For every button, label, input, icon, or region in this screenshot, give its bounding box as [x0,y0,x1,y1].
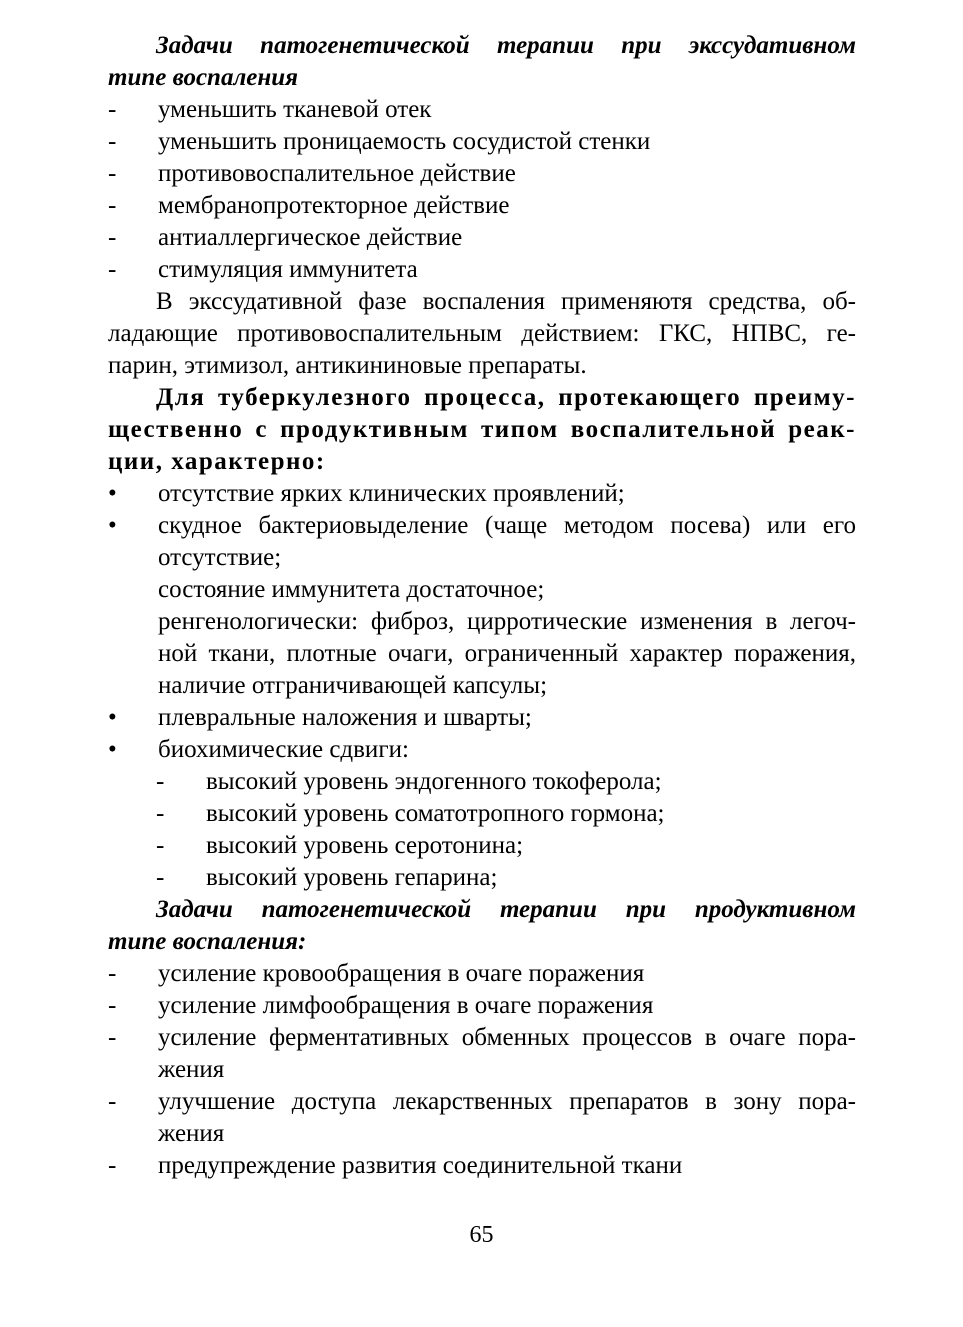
page-number: 65 [469,1222,494,1248]
page-content [108,30,856,1182]
sub-list-item: - высокий уровень серотонина; [156,832,524,859]
list-item: - противовоспалительное действие [108,160,516,187]
list-item: - предупреждение развития соединительной ткани [108,1152,683,1179]
list-item: - антиаллергическое действие [108,224,463,251]
section-heading: Задачи патогенетической терапии при продуктивном [156,896,856,923]
list-item: - стимуляция иммунитета [108,256,418,283]
section-heading: типе воспаления: [108,928,307,955]
paragraph: парин, этимизол, антикининовые препараты. [108,352,587,379]
list-item: - усиление лимфообращения в очаге поражения [108,992,654,1019]
list-item: - усиление ферментативных обменных процессов в очаге пора- [108,1024,856,1051]
section-heading: ции, характерно: [108,448,326,475]
list-item: - улучшение доступа лекарственных препаратов в зону пора- [108,1088,856,1115]
bullet-item: • биохимические сдвиги: [108,736,409,763]
list-item: состояние иммунитета достаточное; [158,576,545,603]
section-heading: Для туберкулезного процесса, протекающего преиму- [156,384,856,411]
paragraph: ладающие противовоспалительным действием: ГКС, НПВС, ге- [108,320,856,347]
list-item-continuation: ной ткани, плотные очаги, ограниченный характер поражения, [158,640,856,667]
sub-list-item: - высокий уровень гепарина; [156,864,498,891]
sub-list-item: - высокий уровень соматотропного гормона; [156,800,665,827]
bullet-item: • плевральные наложения и шварты; [108,704,532,731]
list-item: - уменьшить проницаемость сосудистой стенки [108,128,651,155]
list-item-continuation: наличие отграничивающей капсулы; [158,672,548,699]
list-item: ренгенологически: фиброз, цирротические изменения в легоч- [158,608,856,635]
list-item: - уменьшить тканевой отек [108,96,432,123]
list-item: - мембранопротекторное действие [108,192,510,219]
section-heading: типе воспаления [108,64,299,91]
sub-list-item: - высокий уровень эндогенного токоферола; [156,768,662,795]
bullet-item: • отсутствие ярких клинических проявлений; [108,480,625,507]
list-item-continuation: жения [158,1056,225,1083]
section-heading: щественно с продуктивным типом воспалительной реак- [108,416,856,443]
paragraph: В экссудативной фазе воспаления применяютя средства, об- [156,288,856,315]
bullet-item-continuation: отсутствие; [158,544,282,571]
bullet-item: • скудное бактериовыделение (чаще методом посева) или его [108,512,856,539]
list-item-continuation: жения [158,1120,225,1147]
section-heading: Задачи патогенетической терапии при экссудативном [156,32,856,59]
list-item: - усиление кровообращения в очаге поражения [108,960,645,987]
